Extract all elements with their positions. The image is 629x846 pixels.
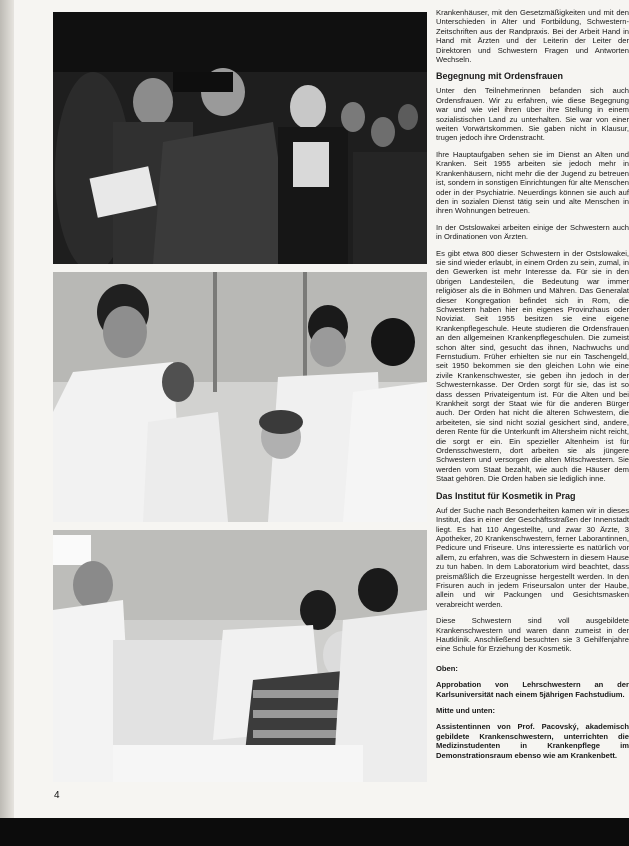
section2-paragraph: Diese Schwestern sind voll ausgebildete Krankenschwestern und waren dann zumeist in der Hautklinik. Anschließend besuchten sie 3 Gehilfenjahre eine Schule für Erziehung der Kosmetik.	[436, 616, 629, 654]
section1-paragraph: Ihre Hauptaufgaben sehen sie im Dienst an Alten und Kranken. Seit 1955 arbeiten sie jedoch mehr in Krankenhäusern, nicht mehr die der Jugend zu betreuen ist, sondern in sonstigen Einrichtungen für alte Menschen oder in der Psychiatrie. Neuerdings können sie auch auf den in sozialen Dienst tätig sein und alte Menschen in ihren Wohnungen betreuen.	[436, 149, 629, 216]
photo-middle-image	[53, 272, 427, 522]
scan-bottom-edge	[0, 818, 629, 846]
caption-text-middle-bottom: Assistentinnen von Prof. Pacovský, akademisch gebildete Krankenschwestern, unterrichten die Medizinstudenten in Krankenpflege im Demonstrationsraum ebenso wie am Krankenbett.	[436, 722, 629, 760]
intro-paragraph: Krankenhäuser, mit den Gesetzmäßigkeiten und mit den Unterschieden in Alter und Fortbildung, Schwestern-Zeitschriften aus der Randpraxis. Bei der Arbeit Hand in Hand mit Ärzten und der Leiterin der Leiter der Direktoren und Schwestern Fragen und Antworten Wechseln.	[436, 8, 629, 65]
article-text-column	[436, 8, 629, 808]
caption-text-top: Approbation von Lehrschwestern an der Karlsuniversität nach einem 5jährigen Fachstudium.	[436, 680, 629, 699]
section-heading-kosmetik: Das Institut für Kosmetik in Prag	[436, 490, 576, 501]
photo-bottom-image	[53, 530, 427, 782]
photo-top-graduation-ceremony	[53, 12, 427, 264]
section2-paragraph: Auf der Suche nach Besonderheiten kamen wir in dieses Institut, das in einer der Geschäftsstraßen der Innenstadt liegt. Es hat 110 Angestellte, und zwar 30 Ärzte, 3 Apotheker, 20 Krankenschwestern, ferner Laborantinnen, Pedicure und Friseure. Uns interessierte es natürlich vor allem, zu erfahren, was die Schwestern in diesem Hause zu tun haben. In dem Laboratorium wird beachtet, dass preismäßlich die Erzeugnisse hergestellt werden. In den Frisuren auch in jedem Friseursalon unter der Haube, allein und wir Packungen und Gesichtsmasken verabreicht werden.	[436, 505, 629, 609]
page-number: 4	[54, 790, 60, 801]
photo-captions	[436, 664, 629, 760]
photo-bottom-bedside-instruction	[53, 530, 427, 782]
photo-middle-demonstration-room	[53, 272, 427, 522]
photo-top-image	[53, 12, 427, 264]
section1-paragraph: In der Ostslowakei arbeiten einige der Schwestern auch in Ordinationen von Ärzten.	[436, 222, 629, 242]
caption-title-top: Oben:	[436, 663, 458, 673]
section1-paragraph: Es gibt etwa 800 dieser Schwestern in der Ostslowakei, sie sind wieder erlaubt, in einem Orden zu sein, zumal, in den Gewerken ist mehr Interesse da. Für sie in den übrigen Landesteilen, die Bedeutung war immer religiöser als die in Böhmen und Mähren. Das Generalat dieser Kongregation befindet sich in Rom, die Schwestern haben hier ein eigenes Provinzhaus oder Noviziat. Seit 1955 besitzen sie eine eigene Krankenpflegeschule. Heute studieren die Ordensfrauen an den allgemeinen Krankenpflegeschulen. Die zumeist schon älter sind, gesucht das ihnen, Nachwuchs und Fernstudium. Früher erhielten sie nur ein Taschengeld, seit 1950 bekommen sie den gleichen Lohn wie eine zivile Krankenschwester, sie geben ihn jedoch in der Schwesternkasse. Der Orden sorgt für sie, das ist so dass dessen Privateigentum ist. Für die Alten und bei Krankheit sorgt der Staat wie für die anderen Bürger auch. Der Orden hat nicht die älteren Schwestern, die arbeiteten, sie sind nicht sozial gesichert sind, andere, deren Rente für die Unterkunft im Altersheim nicht reicht, die sorgt er ein. Ein spezieller Altenheim ist für Ordensschwestern, dort arbeiten sie als jüngere Schwestern und versorgen die alten Mitschwestern. Sie werden vom Staat bezahlt, wie auch die Häuser dem Staat gehören. Die Orden haben sie lediglich inne.	[436, 248, 629, 484]
section1-paragraph: Unter den Teilnehmerinnen befanden sich auch Ordensfrauen. Wir zu erfahren, wie diese Begegnung war und wie viel ihren über ihre Stellung in einem sozialistischen Land zu unterhalten. Sie war von einer weiten Vorwärtskommen. Sie gaben nicht in Klausur, trugen jedoch ihre Ordenstracht.	[436, 86, 629, 143]
section-heading-ordensfrauen: Begegnung mit Ordensfrauen	[436, 71, 564, 82]
page-gutter-shadow	[0, 0, 14, 846]
caption-title-middle-bottom: Mitte und unten:	[436, 706, 496, 715]
